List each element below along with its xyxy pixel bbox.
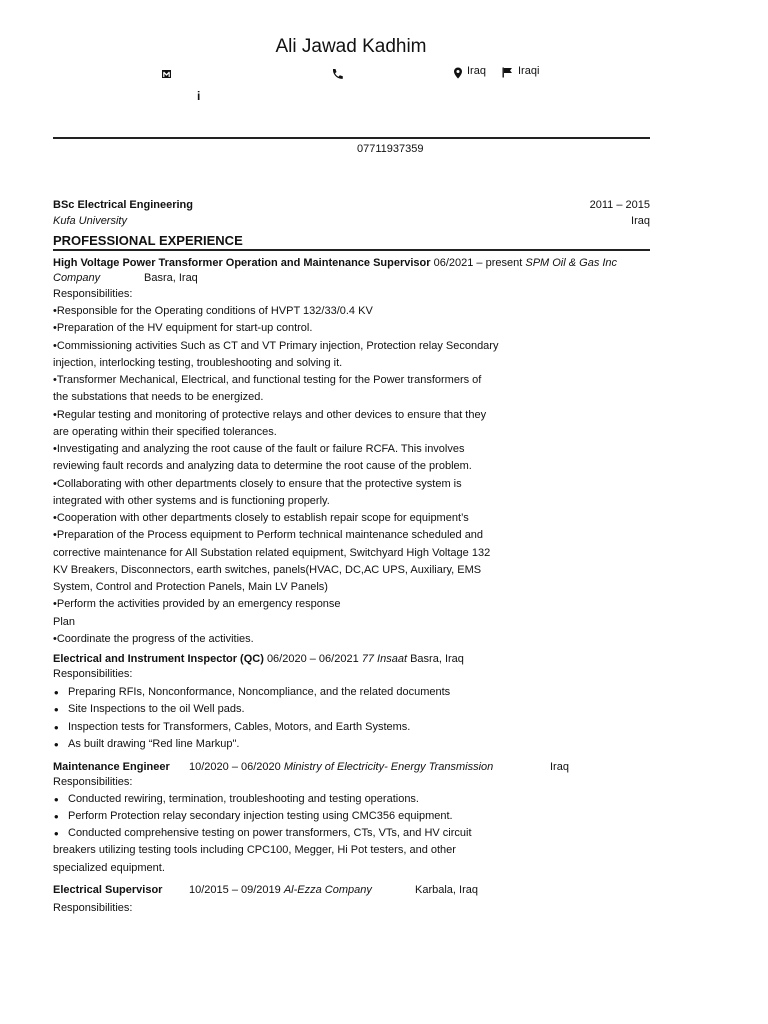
list-item: Preparing RFIs, Nonconformance, Noncompliance, and the related documents [68,686,451,698]
phone-icon[interactable] [331,68,343,80]
job2-company: 77 Insaat [361,653,408,665]
job2-dates: 06/2020 – 06/2021 [266,653,359,665]
list-item: •Preparation of the Process equipment to Perform technical maintenance scheduled and [53,529,484,542]
list-item: Inspection tests for Transformers, Cables, Motors, and Earth Systems. [68,720,411,733]
job3-meta [189,761,493,773]
job3-title: Maintenance Engineer [53,761,170,773]
list-item: •Collaborating with other departments closely to ensure that the protective system is [53,477,462,490]
list-item: reviewing fault records and analyzing data to determine the root cause of the problem. [53,460,472,473]
job2-resp-label: Responsibilities: [53,668,133,680]
job1-company: SPM Oil & Gas Inc [525,257,618,269]
list-item: •Responsible for the Operating conditions of HVPT 132/33/0.4 KV [53,305,373,317]
list-item: Site Inspections to the oil Well pads. [68,703,245,716]
list-item: integrated with other systems and is functioning properly. [53,494,330,507]
job1-title: High Voltage Power Transformer Operation and Maintenance Supervisor [53,257,431,269]
list-item: breakers utilizing testing tools including CPC100, Megger, Hi Pot testers, and other [53,844,456,856]
list-item: the substations that needs to be energized. [53,391,264,404]
list-item: As built drawing “Red line Markup". [68,737,240,750]
list-item: System, Control and Protection Panels, Main LV Panels) [53,581,328,593]
job2-heading [53,653,464,665]
job4-company: Al-Ezza Company [283,884,372,896]
list-item: specialized equipment. [53,861,165,874]
list-item: •Commissioning activities Such as CT and VT Primary injection, Protection relay Secondary [53,339,499,352]
job3-location: Iraq [550,761,569,773]
job1-resp-label: Responsibilities: [53,288,133,300]
location-pin-icon [453,67,463,79]
job1-dates: 06/2021 – present [433,257,523,269]
list-item: •Investigating and analyzing the root cause of the fault or failure RCFA. This involves [53,443,465,455]
list-item: Perform Protection relay secondary injection testing using CMC356 equipment. [68,810,453,822]
bullet-dot: • [54,792,59,807]
list-item: •Preparation of the HV equipment for start-up control. [53,322,313,335]
job4-resp-label: Responsibilities: [53,902,133,914]
section-divider [53,249,650,251]
email-icon[interactable] [161,68,172,79]
location-text: Iraq [467,65,486,77]
job4-meta [189,884,372,896]
header-divider [53,137,650,139]
list-item: •Coordinate the progress of the activities. [53,632,254,645]
job1-location: Basra, Iraq [144,272,198,284]
info-icon: i [197,89,201,103]
education-country: Iraq [631,215,650,227]
list-item: •Perform the activities provided by an emergency response [53,598,341,611]
bullet-dot: • [54,685,59,700]
bullet-dot: • [54,702,59,718]
job1-heading [53,257,617,269]
job2-title: Electrical and Instrument Inspector (QC) [53,653,264,665]
job4-location: Karbala, Iraq [415,884,478,896]
job4-dates: 10/2015 – 09/2019 [189,884,281,896]
bullet-dot: • [54,826,59,841]
list-item: •Cooperation with other departments closely to establish repair scope for equipment’s [53,512,469,524]
bullet-dot: • [54,719,59,735]
job1-company-cont: Company [53,272,101,284]
bullet-dot: • [54,736,59,752]
candidate-name: Ali Jawad Kadhim [275,36,427,57]
flag-icon [502,67,513,78]
education-dates: 2011 – 2015 [589,199,650,211]
bullet-dot: • [54,809,59,824]
job3-resp-label: Responsibilities: [53,776,133,788]
list-item: are operating within their specified tolerances. [53,425,277,438]
list-item: •Regular testing and monitoring of protective relays and other devices to ensure that they [53,408,487,421]
phone-number[interactable]: 07711937359 [357,143,424,155]
job2-location: Basra, Iraq [410,653,464,665]
list-item: Conducted comprehensive testing on power transformers, CTs, VTs, and HV circuit [68,827,472,839]
list-item: KV Breakers, Disconnectors, earth switches, panels(HVAC, DC,AC UPS, Auxiliary, EMS [53,563,482,576]
job3-dates: 10/2020 – 06/2020 [189,761,281,773]
list-item: •Transformer Mechanical, Electrical, and functional testing for the Power transformers of [53,374,482,386]
job4-title: Electrical Supervisor [53,884,163,896]
section-title-experience: PROFESSIONAL EXPERIENCE [53,233,243,248]
list-item: injection, interlocking testing, troubleshooting and solving it. [53,356,343,369]
school: Kufa University [53,215,127,227]
job3-company: Ministry of Electricity- Energy Transmission [283,761,494,773]
list-item: Conducted rewiring, termination, troubleshooting and testing operations. [68,793,419,805]
degree: BSc Electrical Engineering [53,199,193,211]
list-item: Plan [53,615,76,628]
list-item: corrective maintenance for All Substation related equipment, Switchyard High Voltage 132 [53,546,491,559]
nationality-text: Iraqi [518,65,540,77]
